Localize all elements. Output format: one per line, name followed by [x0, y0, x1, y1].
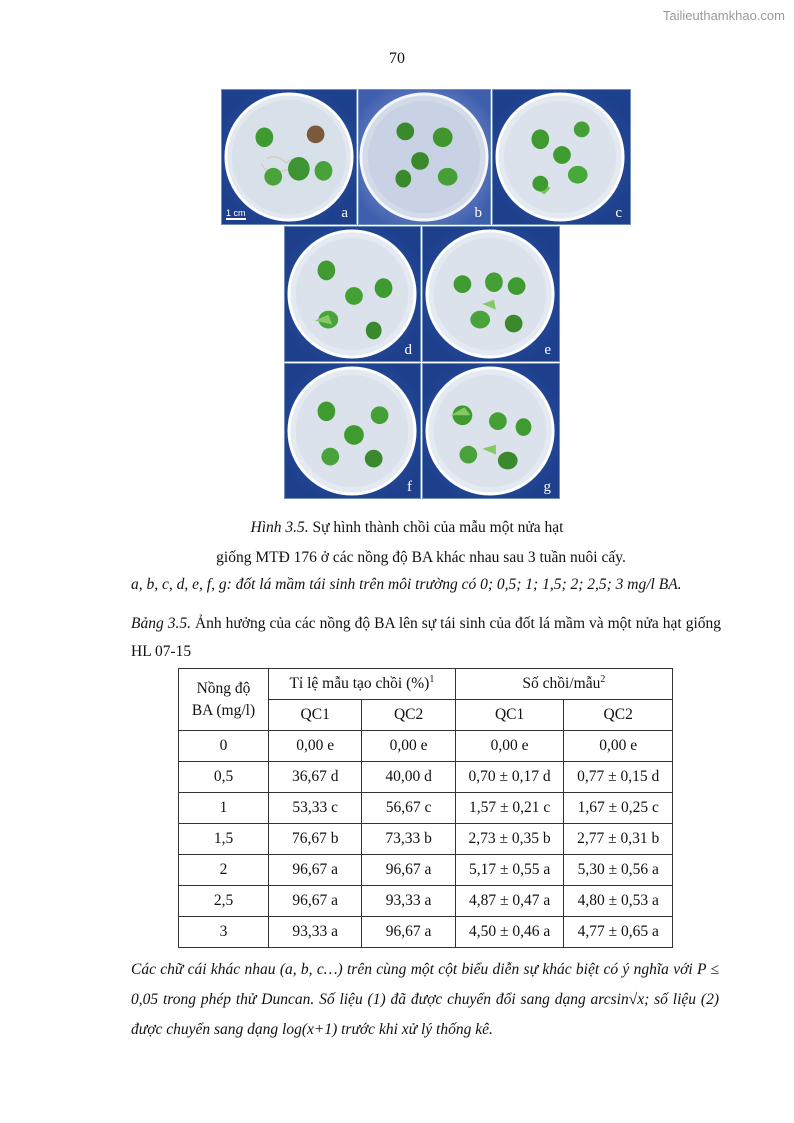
photo-panel-d	[284, 226, 421, 362]
page-number: 70	[389, 50, 405, 67]
cell-rate-qc2: 93,33 a	[362, 886, 455, 917]
subheader-rate-qc2: QC2	[362, 700, 455, 731]
photo-panel-e	[422, 226, 560, 362]
panel-letter: g	[543, 479, 551, 495]
cell-rate-qc1: 36,67 d	[269, 762, 362, 793]
table-footnote: Các chữ cái khác nhau (a, b, c…) trên cùng một cột biểu diễn sự khác biệt có ý nghĩa với P ≤ 0,05 trong phép thử Duncan. Số liệu (1) đã được chuyển đổi sang dạng arcsin√x; số liệu (2) được chuyển sang dạng log(x+1) trước khi xử lý thống kê.	[131, 961, 719, 1038]
cell-shoot-qc2: 2,77 ± 0,31 b	[564, 824, 673, 855]
figure-label: Hình 3.5.	[250, 519, 309, 536]
cell-conc: 3	[179, 917, 269, 948]
panel-letter: f	[407, 479, 412, 495]
petri-dish-image	[222, 90, 356, 224]
cell-rate-qc2: 96,67 a	[362, 855, 455, 886]
table-row	[179, 917, 673, 948]
cell-shoot-qc1: 0,00 e	[455, 731, 564, 762]
petri-dish-image	[359, 90, 490, 224]
petri-dish-image	[285, 227, 420, 361]
cell-rate-qc2: 96,67 a	[362, 917, 455, 948]
cell-shoot-qc1: 5,17 ± 0,55 a	[455, 855, 564, 886]
table-caption	[131, 610, 721, 666]
photo-panel-g	[422, 363, 560, 499]
panel-letter: d	[404, 342, 412, 358]
cell-rate-qc1: 0,00 e	[269, 731, 362, 762]
cell-shoot-qc2: 4,77 ± 0,65 a	[564, 917, 673, 948]
petri-dish-image	[493, 90, 630, 224]
cell-rate-qc2: 40,00 d	[362, 762, 455, 793]
header-concentration: Nồng độ BA (mg/l)	[179, 669, 269, 731]
cell-shoot-qc2: 5,30 ± 0,56 a	[564, 855, 673, 886]
photo-panel-a	[221, 89, 357, 225]
cell-conc: 0	[179, 731, 269, 762]
cell-rate-qc1: 96,67 a	[269, 855, 362, 886]
cell-conc: 0,5	[179, 762, 269, 793]
petri-dish-image	[423, 364, 559, 498]
cell-conc: 1	[179, 793, 269, 824]
cell-shoot-qc2: 0,00 e	[564, 731, 673, 762]
cell-rate-qc2: 73,33 b	[362, 824, 455, 855]
cell-rate-qc1: 96,67 a	[269, 886, 362, 917]
cell-rate-qc1: 93,33 a	[269, 917, 362, 948]
figure-caption-text: Sự hình thành chồi của mẫu một nửa hạt	[312, 519, 564, 536]
cell-rate-qc2: 56,67 c	[362, 793, 455, 824]
figure-caption-line1	[0, 518, 794, 538]
table-row	[179, 824, 673, 855]
table-row	[179, 855, 673, 886]
cell-shoot-qc2: 0,77 ± 0,15 d	[564, 762, 673, 793]
figure-note: a, b, c, d, e, f, g: đốt lá mầm tái sinh trên môi trường có 0; 0,5; 1; 1,5; 2; 2,5; 3 mg/l BA.	[131, 576, 682, 593]
scale-bar: 1 cm	[226, 208, 246, 218]
petri-dish-image	[423, 227, 559, 361]
cell-conc: 1,5	[179, 824, 269, 855]
cell-shoot-qc1: 2,73 ± 0,35 b	[455, 824, 564, 855]
cell-conc: 2	[179, 855, 269, 886]
table-label: Bảng 3.5.	[131, 615, 191, 632]
subheader-shoot-qc2: QC2	[564, 700, 673, 731]
ba-concentration-table	[178, 668, 673, 948]
cell-conc: 2,5	[179, 886, 269, 917]
subheader-rate-qc1: QC1	[269, 700, 362, 731]
table-caption-text: Ảnh hưởng của các nồng độ BA lên sự tái sinh của đốt lá mầm và một nửa hạt giống HL 07-15	[131, 615, 722, 660]
petri-dish-image	[285, 364, 420, 498]
cell-rate-qc1: 76,67 b	[269, 824, 362, 855]
panel-letter: a	[341, 205, 348, 221]
photo-panel-f	[284, 363, 421, 499]
header-shoots-per-explant: Số chồi/mẫu$^2$	[455, 669, 672, 700]
table-row	[179, 793, 673, 824]
panel-letter: c	[615, 205, 622, 221]
cell-shoot-qc2: 4,80 ± 0,53 a	[564, 886, 673, 917]
watermark: Tailieuthamkhao.com	[662, 8, 785, 23]
cell-shoot-qc1: 4,50 ± 0,46 a	[455, 917, 564, 948]
table-row	[179, 886, 673, 917]
table-row	[179, 731, 673, 762]
cell-rate-qc2: 0,00 e	[362, 731, 455, 762]
panel-letter: e	[544, 342, 551, 358]
cell-shoot-qc2: 1,67 ± 0,25 c	[564, 793, 673, 824]
figure-caption-line2: giống MTĐ 176 ở các nồng độ BA khác nhau sau 3 tuần nuôi cấy.	[216, 549, 626, 566]
cell-rate-qc1: 53,33 c	[269, 793, 362, 824]
panel-letter: b	[474, 205, 482, 221]
photo-panel-c	[492, 89, 631, 225]
cell-shoot-qc1: 1,57 ± 0,21 c	[455, 793, 564, 824]
table-row	[179, 762, 673, 793]
photo-panel-b	[358, 89, 491, 225]
cell-shoot-qc1: 0,70 ± 0,17 d	[455, 762, 564, 793]
subheader-shoot-qc1: QC1	[455, 700, 564, 731]
header-shoot-rate: Tỉ lệ mẫu tạo chồi (%)$^1$	[269, 669, 456, 700]
cell-shoot-qc1: 4,87 ± 0,47 a	[455, 886, 564, 917]
